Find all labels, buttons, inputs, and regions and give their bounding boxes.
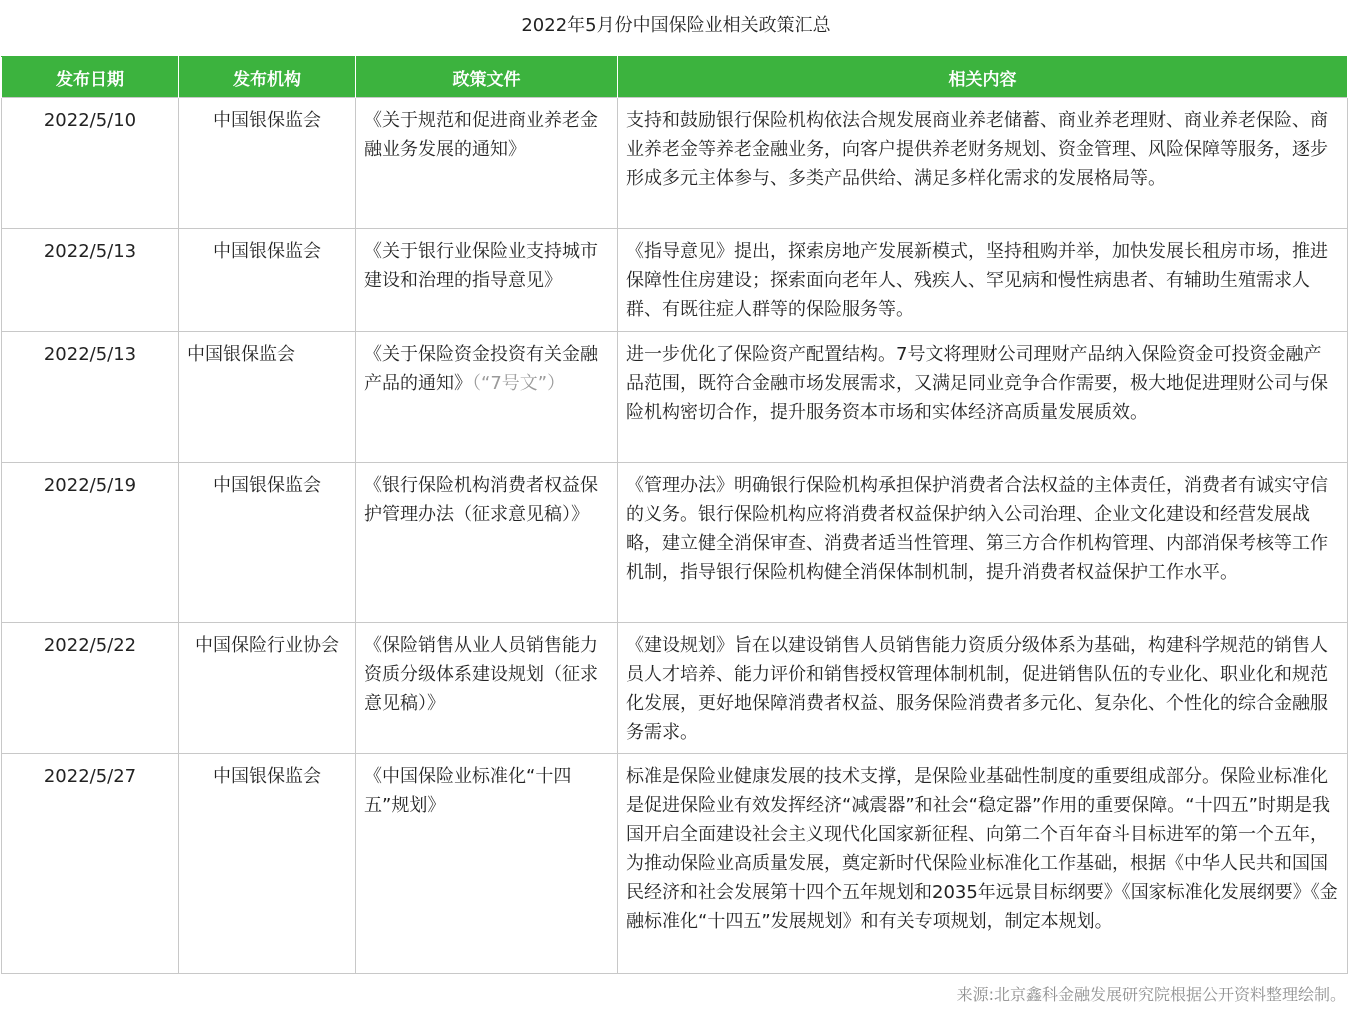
cell-org: 中国银保监会 — [179, 463, 356, 623]
header-content: 相关内容 — [618, 57, 1348, 98]
cell-doc — [356, 98, 618, 229]
source-note: 来源:北京鑫科金融发展研究院根据公开资料整理绘制。 — [956, 985, 1346, 1004]
cell-date: 2022/5/19 — [2, 463, 179, 623]
cell-org: 中国银保监会 — [179, 229, 356, 332]
cell-content: 支持和鼓励银行保险机构依法合规发展商业养老储蓄、商业养老理财、商业养老保险、商业养老金等养老金融业务，向客户提供养老财务规划、资金管理、风险保障等服务，逐步形成多元主体参与、多类产品供给、满足多样化需求的发展格局等。 — [618, 98, 1348, 229]
cell-doc — [356, 463, 618, 623]
table-row — [2, 463, 1348, 623]
cell-date: 2022/5/22 — [2, 623, 179, 754]
doc-title: 《关于保险资金投资有关金融产品的通知》 — [364, 344, 598, 394]
header-org: 发布机构 — [179, 57, 356, 98]
cell-date: 2022/5/27 — [2, 754, 179, 974]
table-row — [2, 754, 1348, 974]
table-title: 2022年5月份中国保险业相关政策汇总 — [521, 15, 831, 36]
table-row — [2, 98, 1348, 229]
cell-doc — [356, 229, 618, 332]
table-row — [2, 229, 1348, 332]
cell-doc — [356, 623, 618, 754]
table-row — [2, 332, 1348, 463]
cell-org: 中国银保监会 — [179, 754, 356, 974]
doc-title: 《中国保险业标准化“十四五”规划》 — [364, 766, 572, 816]
doc-title: 《关于银行业保险业支持城市建设和治理的指导意见》 — [364, 241, 598, 291]
cell-org: 中国银保监会 — [179, 98, 356, 229]
cell-date: 2022/5/10 — [2, 98, 179, 229]
table-row — [2, 623, 1348, 754]
cell-date: 2022/5/13 — [2, 229, 179, 332]
table-header-row — [2, 57, 1348, 98]
cell-content: 《指导意见》提出，探索房地产发展新模式，坚持租购并举，加快发展长租房市场，推进保障性住房建设；探索面向老年人、残疾人、罕见病和慢性病患者、有辅助生殖需求人群、有既往症人群等的保险服务等。 — [618, 229, 1348, 332]
cell-org: 中国银保监会 — [179, 332, 356, 463]
doc-title: 《保险销售从业人员销售能力资质分级体系建设规划（征求意见稿）》 — [364, 635, 598, 714]
cell-doc — [356, 332, 618, 463]
cell-content: 《管理办法》明确银行保险机构承担保护消费者合法权益的主体责任，消费者有诚实守信的义务。银行保险机构应将消费者权益保护纳入公司治理、企业文化建设和经营发展战略，建立健全消保审查、消费者适当性管理、第三方合作机构管理、内部消保考核等工作机制，指导银行保险机构健全消保体制机制，提升消费者权益保护工作水平。 — [618, 463, 1348, 623]
policy-table — [1, 56, 1348, 974]
cell-date: 2022/5/13 — [2, 332, 179, 463]
doc-note: （“7号文”） — [472, 373, 566, 394]
cell-content: 《建设规划》旨在以建设销售人员销售能力资质分级体系为基础，构建科学规范的销售人员人才培养、能力评价和销售授权管理体制机制，促进销售队伍的专业化、职业化和规范化发展，更好地保障消费者权益、服务保险消费者多元化、复杂化、个性化的综合金融服务需求。 — [618, 623, 1348, 754]
doc-title: 《银行保险机构消费者权益保护管理办法（征求意见稿）》 — [364, 475, 598, 525]
header-doc: 政策文件 — [356, 57, 618, 98]
cell-doc — [356, 754, 618, 974]
cell-content: 进一步优化了保险资产配置结构。7号文将理财公司理财产品纳入保险资金可投资金融产品范围，既符合金融市场发展需求，又满足同业竞争合作需要，极大地促进理财公司与保险机构密切合作，提升服务资本市场和实体经济高质量发展质效。 — [618, 332, 1348, 463]
doc-title: 《关于规范和促进商业养老金融业务发展的通知》 — [364, 110, 598, 160]
header-date: 发布日期 — [2, 57, 179, 98]
cell-org: 中国保险行业协会 — [179, 623, 356, 754]
cell-content: 标准是保险业健康发展的技术支撑，是保险业基础性制度的重要组成部分。保险业标准化是促进保险业有效发挥经济“减震器”和社会“稳定器”作用的重要保障。“十四五”时期是我国开启全面建设社会主义现代化国家新征程、向第二个百年奋斗目标进军的第一个五年，为推动保险业高质量发展，奠定新时代保险业标准化工作基础，根据《中华人民共和国国民经济和社会发展第十四个五年规划和2035年远景目标纲要》《国家标准化发展纲要》《金融标准化“十四五”发展规划》和有关专项规划，制定本规划。 — [618, 754, 1348, 974]
